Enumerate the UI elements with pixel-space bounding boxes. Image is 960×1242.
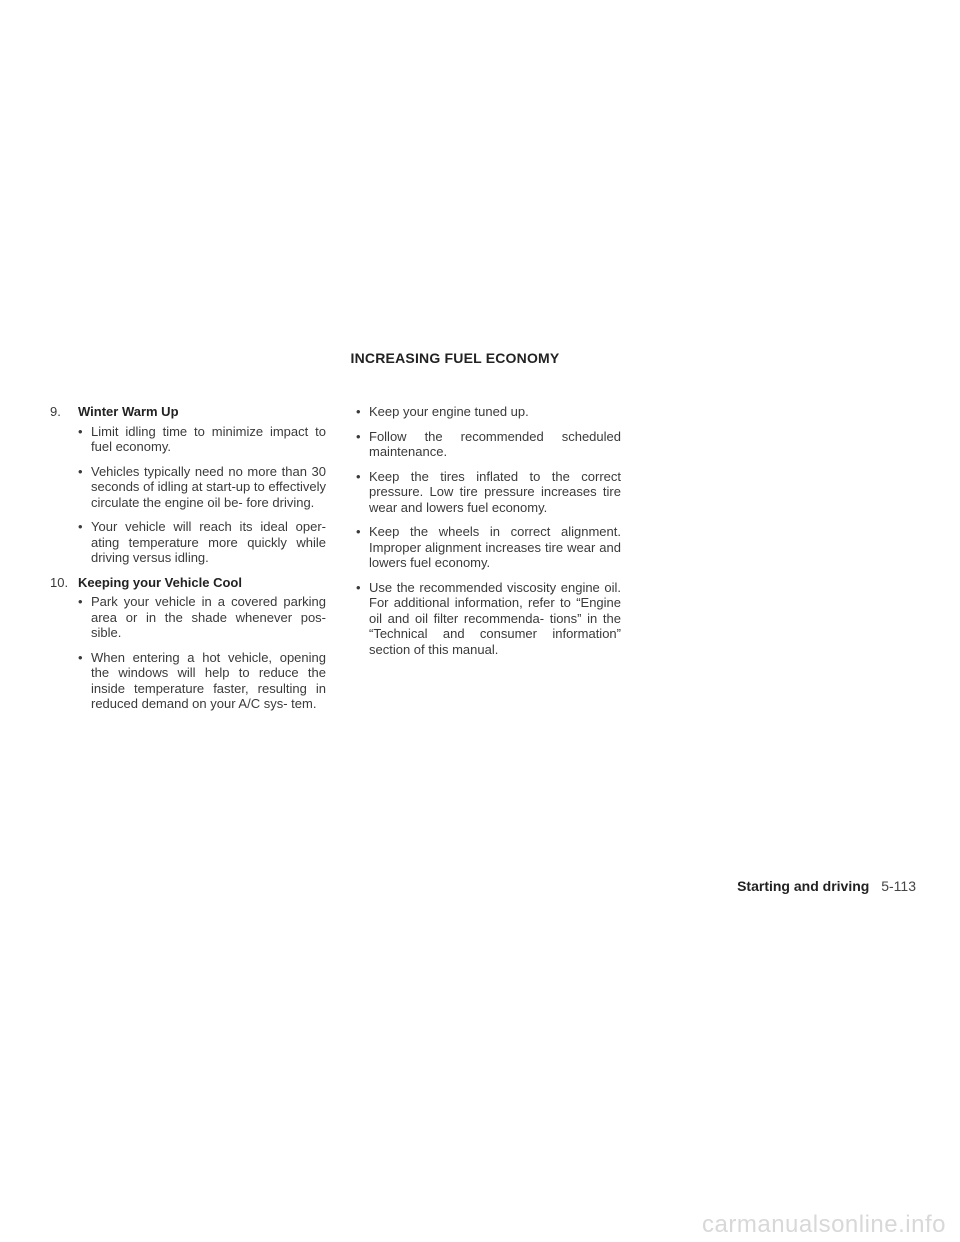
bullet-list bbox=[50, 594, 326, 712]
bullet-list bbox=[354, 404, 621, 657]
left-column bbox=[50, 404, 326, 721]
list-item: • Limit idling time to minimize impact to fuel economy. bbox=[50, 424, 326, 455]
list-item: • Keep the wheels in correct alignment. Improper alignment increases tire wear and lowers fuel economy. bbox=[354, 524, 621, 571]
list-item: • Follow the recommended scheduled maintenance. bbox=[354, 429, 621, 460]
footer-section-name: Starting and driving bbox=[737, 878, 870, 894]
right-column bbox=[354, 404, 621, 666]
bullet-list bbox=[50, 424, 326, 566]
watermark: carmanualsonline.info bbox=[702, 1211, 946, 1238]
list-item: • When entering a hot vehicle, opening the windows will help to reduce the inside temperature faster, resulting in reduced demand on your A/C sys- tem. bbox=[50, 650, 326, 712]
page-number: 5-113 bbox=[881, 878, 916, 894]
page-footer bbox=[737, 878, 916, 894]
item-number: 9. bbox=[50, 404, 61, 419]
section-title: INCREASING FUEL ECONOMY bbox=[350, 350, 560, 366]
list-item: • Keep your engine tuned up. bbox=[354, 404, 621, 420]
list-item: • Your vehicle will reach its ideal oper- ating temperature more quickly while driving versus idling. bbox=[50, 519, 326, 566]
item-title: Winter Warm Up bbox=[78, 404, 179, 419]
list-item: • Park your vehicle in a covered parking area or in the shade whenever pos- sible. bbox=[50, 594, 326, 641]
list-item: • Vehicles typically need no more than 30 seconds of idling at start-up to effectively circulate the engine oil be- fore driving. bbox=[50, 464, 326, 511]
item-title: Keeping your Vehicle Cool bbox=[78, 574, 242, 590]
numbered-item-9 bbox=[50, 404, 326, 566]
list-item: • Use the recommended viscosity engine oil. For additional information, refer to “Engine oil and oil filter recommenda- tions” in the “Technical and consumer information” section of this manual. bbox=[354, 580, 621, 658]
numbered-item-10 bbox=[50, 575, 326, 712]
item-number: 10. bbox=[50, 574, 69, 590]
list-item: • Keep the tires inflated to the correct pressure. Low tire pressure increases tire wear and lowers fuel economy. bbox=[354, 469, 621, 516]
